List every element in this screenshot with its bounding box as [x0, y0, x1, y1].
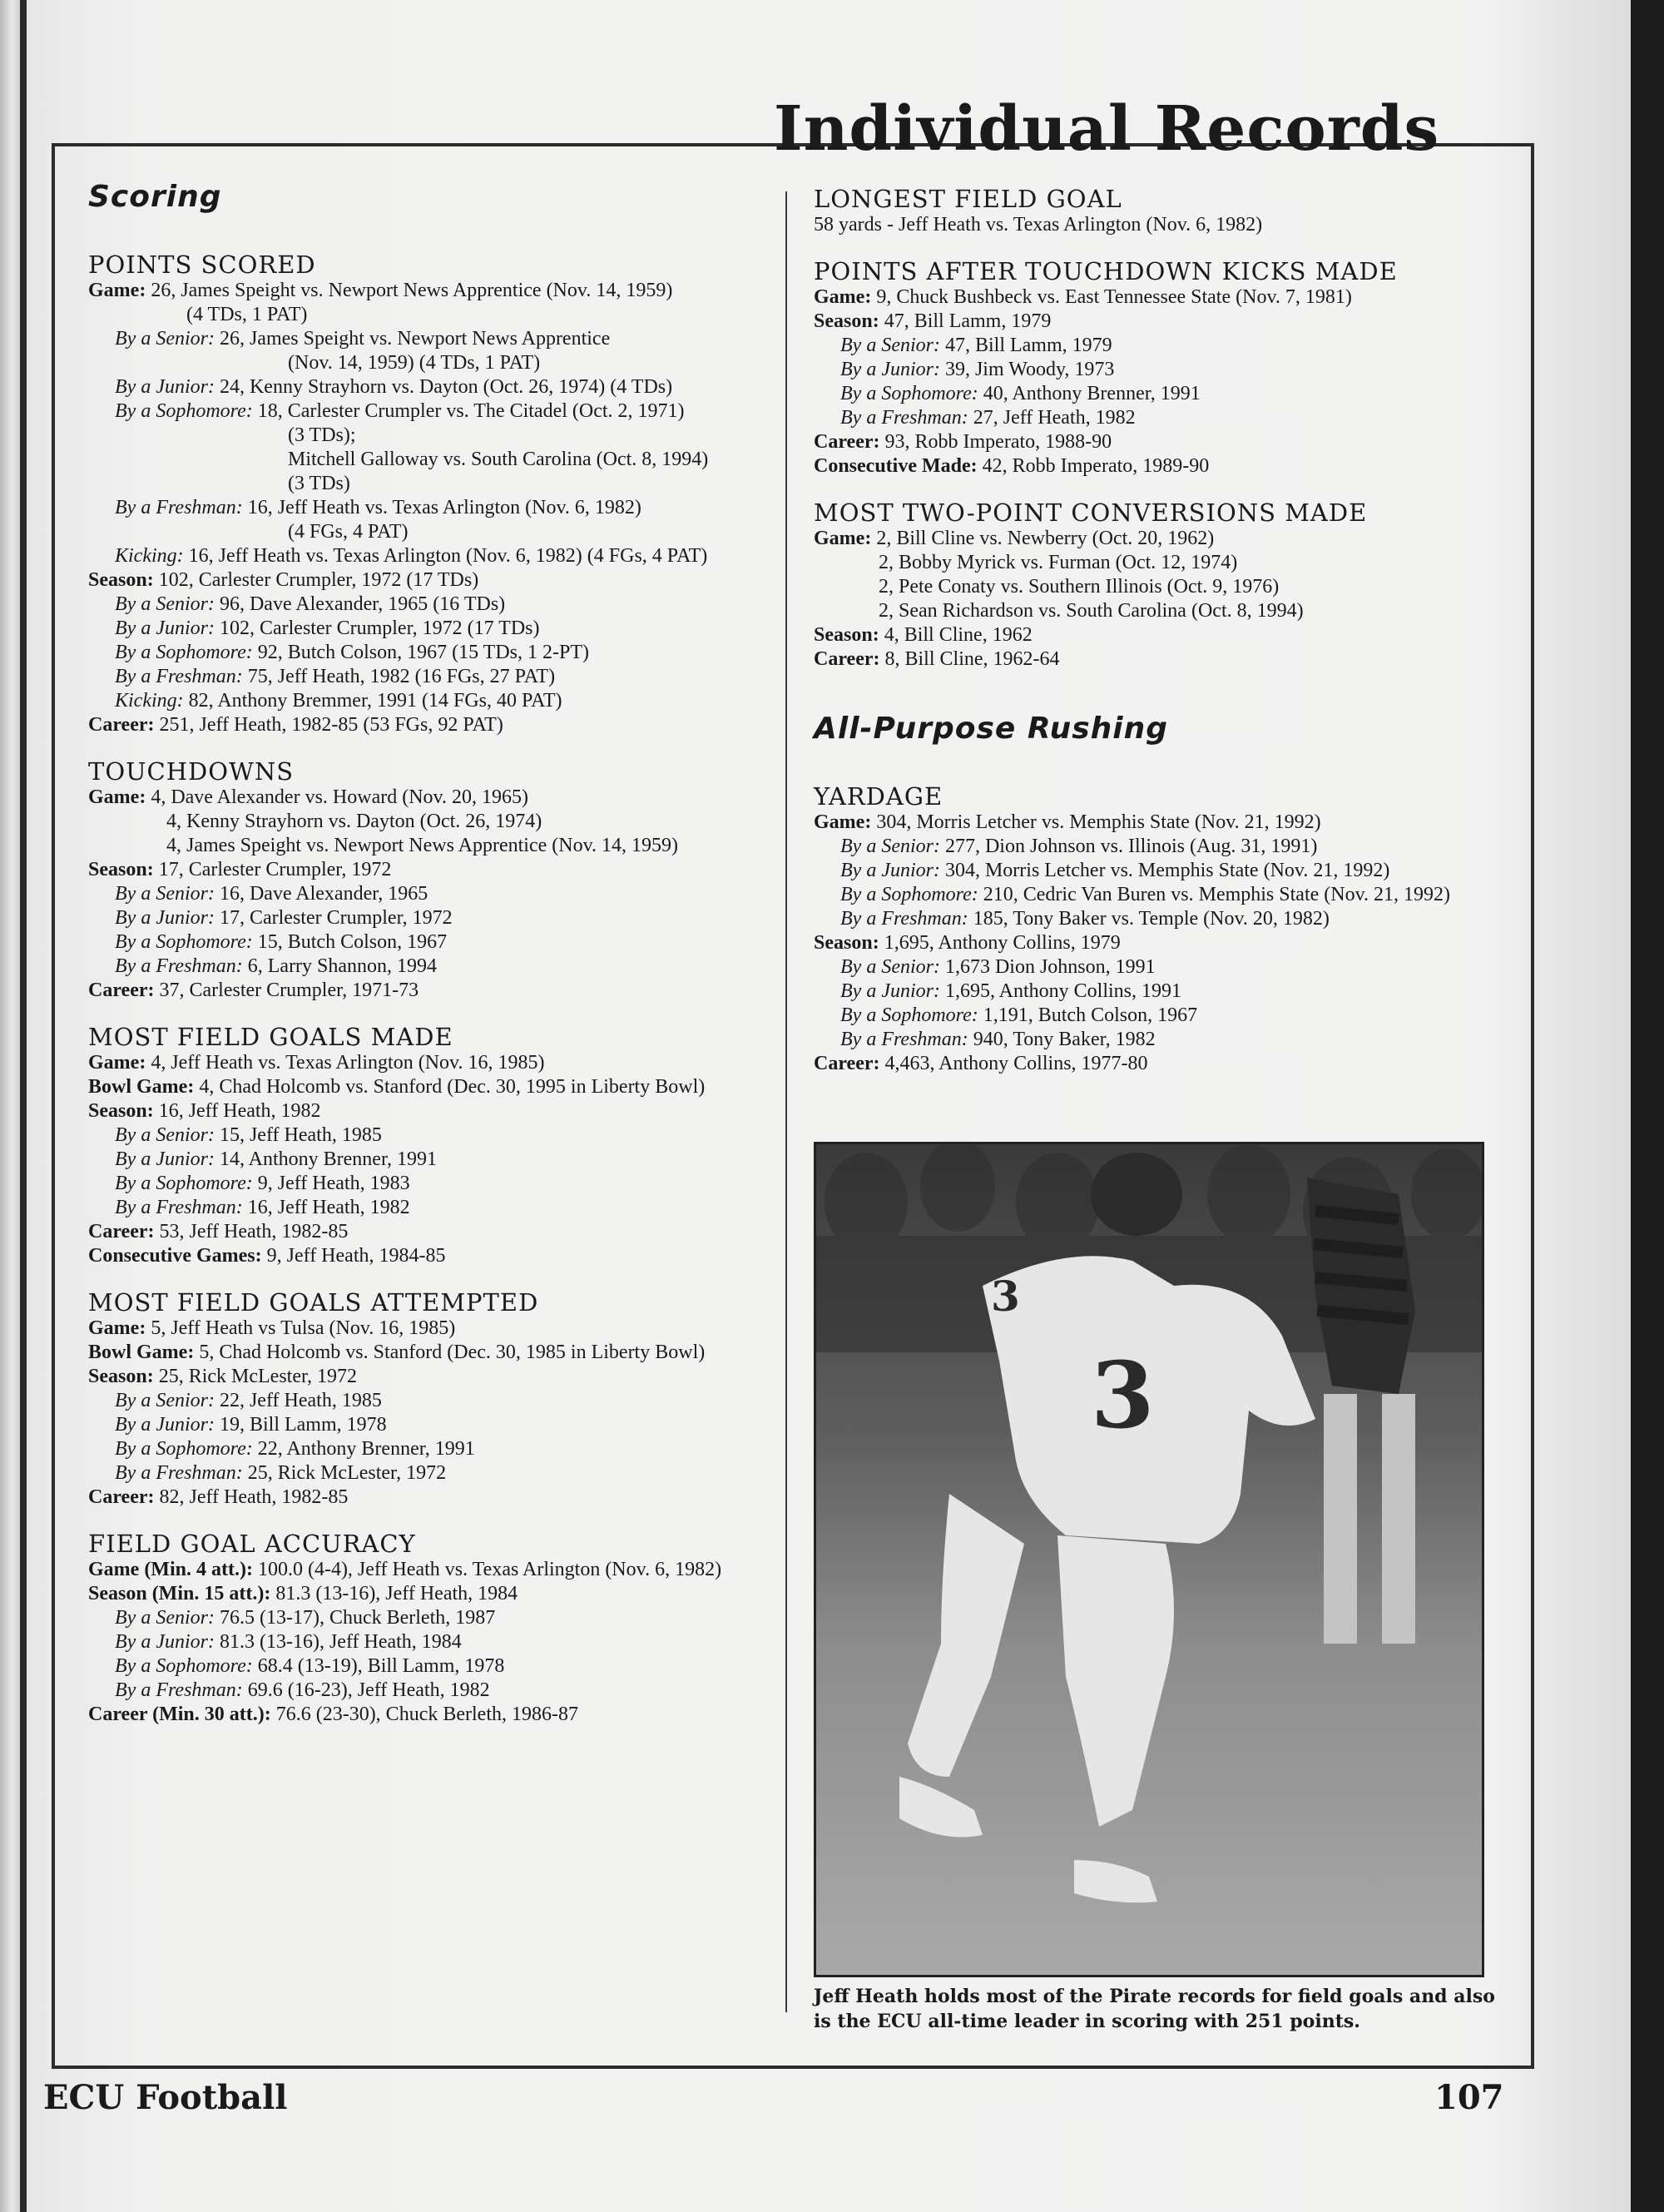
- record-line: [88, 448, 779, 472]
- record-value: 96, Dave Alexander, 1965 (16 TDs): [214, 593, 506, 615]
- record-value: 17, Carlester Crumpler, 1972: [214, 907, 453, 929]
- record-line: [88, 617, 779, 641]
- record-value: 16, Jeff Heath vs. Texas Arlington (Nov. 6, 1982) (4 FGs, 4 PAT): [183, 545, 708, 567]
- record-line: [88, 424, 779, 448]
- record-line: [814, 907, 1496, 931]
- record-category: [814, 185, 1496, 237]
- record-value: 82, Jeff Heath, 1982-85: [154, 1486, 349, 1508]
- record-line: [88, 713, 779, 737]
- record-label: Season:: [88, 569, 154, 591]
- record-value: 76.6 (23-30), Chuck Berleth, 1986-87: [270, 1704, 578, 1725]
- record-value: 75, Jeff Heath, 1982 (16 FGs, 27 PAT): [242, 666, 556, 687]
- record-line: [88, 1172, 779, 1196]
- record-line: [88, 1244, 779, 1268]
- record-line: [88, 1485, 779, 1510]
- record-line: [88, 1461, 779, 1485]
- record-label: By a Senior:: [115, 593, 215, 615]
- record-value: (Nov. 14, 1959) (4 TDs, 1 PAT): [288, 352, 541, 374]
- record-line: [88, 1075, 779, 1099]
- record-value: 26, James Speight vs. Newport News Apprentice: [214, 328, 611, 350]
- record-label: Game:: [88, 280, 146, 301]
- record-label: Season:: [88, 1366, 154, 1387]
- record-value: 14, Anthony Brenner, 1991: [214, 1148, 437, 1170]
- record-label: Career (Min. 30 att.):: [88, 1704, 271, 1725]
- record-label: By a Senior:: [115, 1390, 215, 1411]
- category-title: MOST TWO-POINT CONVERSIONS MADE: [814, 498, 1368, 527]
- record-label: By a Sophomore:: [115, 1173, 253, 1194]
- record-value: 2, Pete Conaty vs. Southern Illinois (Oct. 9, 1976): [879, 576, 1280, 598]
- record-label: By a Freshman:: [840, 407, 968, 429]
- category-title: LONGEST FIELD GOAL: [814, 185, 1122, 213]
- record-value: 37, Carlester Crumpler, 1971-73: [154, 980, 419, 1001]
- record-label: Game:: [814, 286, 872, 308]
- record-line: [814, 1028, 1496, 1052]
- record-line: [88, 641, 779, 665]
- record-label: By a Junior:: [115, 907, 215, 929]
- record-line: [88, 399, 779, 424]
- record-value: 42, Robb Imperato, 1989-90: [977, 455, 1210, 477]
- record-line: [88, 1558, 779, 1582]
- record-value: 16, Jeff Heath, 1982: [153, 1100, 321, 1122]
- record-line: [814, 285, 1496, 310]
- record-value: 4, James Speight vs. Newport News Apprentice (Nov. 14, 1959): [166, 835, 679, 856]
- record-value: (3 TDs): [288, 473, 350, 494]
- record-line: [88, 689, 779, 713]
- record-label: By a Junior:: [840, 980, 940, 1002]
- record-value: 1,695, Anthony Collins, 1991: [939, 980, 1181, 1002]
- record-category: [814, 782, 1496, 1076]
- record-label: Season:: [88, 859, 154, 880]
- record-value: 4, Chad Holcomb vs. Stanford (Dec. 30, 1995 in Liberty Bowl): [194, 1076, 706, 1098]
- record-line: [88, 1196, 779, 1220]
- record-line: [814, 1052, 1496, 1076]
- record-value: 47, Bill Lamm, 1979: [879, 310, 1052, 332]
- record-value: 82, Anthony Bremmer, 1991 (14 FGs, 40 PAT): [183, 690, 562, 712]
- record-label: By a Senior:: [115, 1124, 215, 1146]
- record-label: By a Sophomore:: [115, 1655, 253, 1677]
- record-value: 8, Bill Cline, 1962-64: [879, 648, 1060, 670]
- record-label: By a Junior:: [115, 1631, 215, 1653]
- record-value: 39, Jim Woody, 1973: [939, 359, 1115, 380]
- record-line: [88, 1148, 779, 1172]
- record-label: Season:: [88, 1100, 154, 1122]
- record-label: By a Junior:: [115, 376, 215, 398]
- record-label: By a Freshman:: [840, 1029, 968, 1050]
- record-label: Season:: [814, 310, 879, 332]
- right-column: [814, 185, 1496, 1096]
- record-value: 26, James Speight vs. Newport News Apprentice (Nov. 14, 1959): [146, 280, 673, 301]
- record-value: 4, Jeff Heath vs. Texas Arlington (Nov. 16, 1985): [146, 1052, 545, 1074]
- record-value: 68.4 (13-19), Bill Lamm, 1978: [252, 1655, 505, 1677]
- record-category: [814, 498, 1496, 672]
- record-label: Season (Min. 15 att.):: [88, 1583, 271, 1604]
- record-value: 22, Jeff Heath, 1985: [214, 1390, 382, 1411]
- record-value: 22, Anthony Brenner, 1991: [252, 1438, 475, 1460]
- record-label: By a Freshman:: [840, 908, 968, 930]
- record-label: By a Freshman:: [115, 1679, 243, 1701]
- record-value: 40, Anthony Brenner, 1991: [978, 383, 1201, 404]
- record-label: By a Junior:: [115, 1148, 215, 1170]
- record-line: [814, 358, 1496, 382]
- record-label: By a Freshman:: [115, 666, 243, 687]
- record-label: By a Senior:: [840, 956, 940, 978]
- record-line: [814, 599, 1496, 623]
- record-label: Kicking:: [115, 690, 184, 712]
- record-value: 16, Dave Alexander, 1965: [214, 883, 428, 905]
- record-line: [88, 1123, 779, 1148]
- binding-gutter: [20, 0, 27, 2212]
- record-line: [814, 430, 1496, 454]
- record-value: 4, Bill Cline, 1962: [879, 624, 1033, 646]
- record-value: 16, Jeff Heath vs. Texas Arlington (Nov. 6, 1982): [242, 497, 641, 518]
- record-label: Bowl Game:: [88, 1342, 195, 1363]
- record-line: [88, 1365, 779, 1389]
- record-value: 9, Jeff Heath, 1983: [252, 1173, 410, 1194]
- record-value: 4, Kenny Strayhorn vs. Dayton (Oct. 26, 1974): [166, 811, 542, 832]
- record-line: [814, 883, 1496, 907]
- record-value: 81.3 (13-16), Jeff Heath, 1984: [214, 1631, 462, 1653]
- record-label: By a Junior:: [115, 1414, 215, 1436]
- record-label: Kicking:: [115, 545, 184, 567]
- record-line: [814, 835, 1496, 859]
- record-label: By a Freshman:: [115, 1462, 243, 1484]
- record-line: [814, 931, 1496, 955]
- record-line: [88, 665, 779, 689]
- record-line: [88, 279, 779, 303]
- record-value: 185, Tony Baker vs. Temple (Nov. 20, 1982): [968, 908, 1330, 930]
- record-label: Season:: [814, 624, 879, 646]
- footer-publication: ECU Football: [43, 2078, 288, 2117]
- record-line: [814, 575, 1496, 599]
- left-column: [88, 180, 779, 1747]
- photo-caption: Jeff Heath holds most of the Pirate records for field goals and also is the ECU all-time leader in scoring with 251 points.: [814, 1986, 1495, 2032]
- record-line: [814, 213, 1496, 237]
- record-line: [88, 1679, 779, 1703]
- record-value: 9, Jeff Heath, 1984-85: [261, 1245, 446, 1267]
- record-line: [88, 593, 779, 617]
- record-value: 2, Sean Richardson vs. South Carolina (Oct. 8, 1994): [879, 600, 1304, 622]
- record-category: [88, 1288, 779, 1510]
- category-title: TOUCHDOWNS: [88, 757, 295, 786]
- record-line: [88, 303, 779, 327]
- record-label: Career:: [814, 1053, 880, 1074]
- record-value: 251, Jeff Heath, 1982-85 (53 FGs, 92 PAT): [154, 714, 503, 736]
- record-value: 9, Chuck Bushbeck vs. East Tennessee State (Nov. 7, 1981): [871, 286, 1352, 308]
- record-label: By a Sophomore:: [115, 400, 253, 422]
- record-label: By a Junior:: [115, 617, 215, 639]
- record-category: [88, 757, 779, 1003]
- record-value: 76.5 (13-17), Chuck Berleth, 1987: [214, 1607, 496, 1629]
- record-line: [88, 834, 779, 858]
- record-line: [88, 496, 779, 520]
- record-line: [88, 1341, 779, 1365]
- record-value: 940, Tony Baker, 1982: [968, 1029, 1156, 1050]
- record-label: Consecutive Made:: [814, 455, 978, 477]
- record-value: 15, Jeff Heath, 1985: [214, 1124, 382, 1146]
- record-line: [88, 858, 779, 882]
- record-line: [814, 551, 1496, 575]
- record-line: [88, 930, 779, 955]
- record-line: [88, 786, 779, 810]
- record-value: Mitchell Galloway vs. South Carolina (Oct. 8, 1994): [288, 449, 709, 470]
- record-line: [814, 811, 1496, 835]
- record-line: [814, 310, 1496, 334]
- record-label: By a Sophomore:: [115, 931, 253, 953]
- record-label: By a Freshman:: [115, 497, 243, 518]
- record-label: By a Senior:: [115, 328, 215, 350]
- record-line: [814, 406, 1496, 430]
- record-line: [814, 334, 1496, 358]
- record-label: By a Sophomore:: [840, 1004, 978, 1026]
- all-purpose-rushing-records: [814, 782, 1496, 1076]
- page-title: Individual Records: [774, 93, 1440, 165]
- record-value: 1,695, Anthony Collins, 1979: [879, 932, 1121, 954]
- category-title: POINTS SCORED: [88, 250, 316, 279]
- record-label: Bowl Game:: [88, 1076, 195, 1098]
- record-label: Season:: [814, 932, 879, 954]
- record-value: 277, Dion Johnson vs. Illinois (Aug. 31, 1991): [939, 836, 1318, 857]
- record-value: 304, Morris Letcher vs. Memphis State (Nov. 21, 1992): [939, 860, 1390, 881]
- record-label: Game:: [88, 1317, 146, 1339]
- record-line: [88, 1582, 779, 1606]
- record-value: 2, Bobby Myrick vs. Furman (Oct. 12, 1974): [879, 552, 1238, 573]
- record-value: (3 TDs);: [288, 424, 356, 446]
- record-line: [814, 859, 1496, 883]
- record-value: 6, Larry Shannon, 1994: [242, 955, 438, 977]
- record-label: Consecutive Games:: [88, 1245, 262, 1267]
- section-title-all-purpose-rushing: All-Purpose Rushing: [814, 712, 1169, 746]
- record-value: 4, Dave Alexander vs. Howard (Nov. 20, 1965): [146, 786, 528, 808]
- record-line: [88, 472, 779, 496]
- record-category: [88, 1023, 779, 1268]
- kicking-records: [814, 185, 1496, 672]
- category-title: YARDAGE: [814, 782, 943, 811]
- record-label: Career:: [88, 1221, 155, 1242]
- record-category: [814, 257, 1496, 479]
- record-value: 100.0 (4-4), Jeff Heath vs. Texas Arlington (Nov. 6, 1982): [252, 1559, 722, 1580]
- record-value: 1,191, Butch Colson, 1967: [978, 1004, 1198, 1026]
- binding-spine: [0, 0, 20, 2212]
- record-value: (4 FGs, 4 PAT): [288, 521, 409, 543]
- record-value: 92, Butch Colson, 1967 (15 TDs, 1 2-PT): [252, 642, 589, 663]
- svg-text:3: 3: [1091, 1342, 1155, 1449]
- record-line: [814, 454, 1496, 479]
- page-number: 107: [1434, 2078, 1504, 2117]
- record-value: 19, Bill Lamm, 1978: [214, 1414, 387, 1436]
- record-line: [814, 980, 1496, 1004]
- record-value: 15, Butch Colson, 1967: [252, 931, 448, 953]
- record-label: By a Sophomore:: [115, 1438, 253, 1460]
- record-value: 24, Kenny Strayhorn vs. Dayton (Oct. 26, 1974) (4 TDs): [214, 376, 673, 398]
- record-label: Game (Min. 4 att.):: [88, 1559, 253, 1580]
- record-label: Career:: [814, 648, 880, 670]
- record-label: By a Freshman:: [115, 1197, 243, 1218]
- record-line: [88, 1630, 779, 1654]
- record-line: [814, 382, 1496, 406]
- record-value: 1,673 Dion Johnson, 1991: [939, 956, 1156, 978]
- record-line: [814, 647, 1496, 672]
- category-title: FIELD GOAL ACCURACY: [88, 1530, 416, 1558]
- record-label: Game:: [88, 786, 146, 808]
- record-line: [88, 520, 779, 544]
- record-line: [88, 882, 779, 906]
- record-value: 2, Bill Cline vs. Newberry (Oct. 20, 1962): [871, 528, 1215, 549]
- record-value: 53, Jeff Heath, 1982-85: [154, 1221, 349, 1242]
- record-value: 102, Carlester Crumpler, 1972 (17 TDs): [153, 569, 479, 591]
- record-line: [88, 1051, 779, 1075]
- record-line: [88, 568, 779, 593]
- record-line: [88, 1099, 779, 1123]
- record-label: Game:: [814, 811, 872, 833]
- record-label: By a Sophomore:: [840, 884, 978, 905]
- record-value: 17, Carlester Crumpler, 1972: [153, 859, 392, 880]
- record-line: [88, 1317, 779, 1341]
- record-label: By a Senior:: [840, 335, 940, 356]
- record-line: [88, 1606, 779, 1630]
- record-value: 102, Carlester Crumpler, 1972 (17 TDs): [214, 617, 540, 639]
- record-value: 27, Jeff Heath, 1982: [968, 407, 1136, 429]
- record-line: [88, 1437, 779, 1461]
- record-line: [88, 375, 779, 399]
- record-label: By a Sophomore:: [840, 383, 978, 404]
- record-value: 4,463, Anthony Collins, 1977-80: [879, 1053, 1148, 1074]
- record-value: 47, Bill Lamm, 1979: [939, 335, 1112, 356]
- record-line: [88, 1413, 779, 1437]
- category-title: MOST FIELD GOALS ATTEMPTED: [88, 1288, 539, 1317]
- record-label: Career:: [88, 1486, 155, 1508]
- record-line: [88, 327, 779, 351]
- kicker-photo: [814, 1142, 1484, 1977]
- record-category: [88, 250, 779, 737]
- record-value: 69.6 (16-23), Jeff Heath, 1982: [242, 1679, 490, 1701]
- scoring-records: [88, 250, 779, 1727]
- record-line: [814, 955, 1496, 980]
- section-title-scoring: Scoring: [88, 180, 222, 214]
- record-category: [88, 1530, 779, 1727]
- record-value: 58 yards - Jeff Heath vs. Texas Arlington (Nov. 6, 1982): [814, 214, 1263, 236]
- record-value: 5, Chad Holcomb vs. Stanford (Dec. 30, 1985 in Liberty Bowl): [194, 1342, 706, 1363]
- record-value: 25, Rick McLester, 1972: [153, 1366, 358, 1387]
- column-divider: [785, 191, 787, 2012]
- kicker-photo-illustration: [816, 1144, 1482, 1975]
- record-line: [88, 1703, 779, 1727]
- record-line: [88, 906, 779, 930]
- record-value: 5, Jeff Heath vs Tulsa (Nov. 16, 1985): [146, 1317, 456, 1339]
- category-title: MOST FIELD GOALS MADE: [88, 1023, 453, 1051]
- record-value: 81.3 (13-16), Jeff Heath, 1984: [270, 1583, 518, 1604]
- record-label: Career:: [88, 714, 155, 736]
- record-line: [88, 351, 779, 375]
- record-label: By a Sophomore:: [115, 642, 253, 663]
- record-label: By a Junior:: [840, 860, 940, 881]
- record-line: [88, 810, 779, 834]
- record-line: [814, 1004, 1496, 1028]
- record-line: [88, 955, 779, 979]
- record-value: 25, Rick McLester, 1972: [242, 1462, 447, 1484]
- record-value: 18, Carlester Crumpler vs. The Citadel (Oct. 2, 1971): [252, 400, 685, 422]
- record-line: [88, 1389, 779, 1413]
- record-line: [88, 1220, 779, 1244]
- category-title: POINTS AFTER TOUCHDOWN KICKS MADE: [814, 257, 1398, 285]
- record-value: 16, Jeff Heath, 1982: [242, 1197, 410, 1218]
- record-line: [88, 1654, 779, 1679]
- record-label: By a Senior:: [115, 883, 215, 905]
- record-label: Career:: [814, 431, 880, 453]
- record-line: [88, 544, 779, 568]
- record-value: 304, Morris Letcher vs. Memphis State (Nov. 21, 1992): [871, 811, 1321, 833]
- record-value: 93, Robb Imperato, 1988-90: [879, 431, 1112, 453]
- record-value: (4 TDs, 1 PAT): [186, 304, 308, 325]
- record-line: [88, 979, 779, 1003]
- record-label: By a Senior:: [115, 1607, 215, 1629]
- record-line: [814, 527, 1496, 551]
- record-line: [814, 623, 1496, 647]
- record-label: Game:: [88, 1052, 146, 1074]
- record-label: By a Junior:: [840, 359, 940, 380]
- svg-text:3: 3: [991, 1272, 1020, 1321]
- record-label: By a Senior:: [840, 836, 940, 857]
- record-label: Game:: [814, 528, 872, 549]
- record-value: 210, Cedric Van Buren vs. Memphis State (Nov. 21, 1992): [978, 884, 1451, 905]
- record-label: By a Freshman:: [115, 955, 243, 977]
- record-label: Career:: [88, 980, 155, 1001]
